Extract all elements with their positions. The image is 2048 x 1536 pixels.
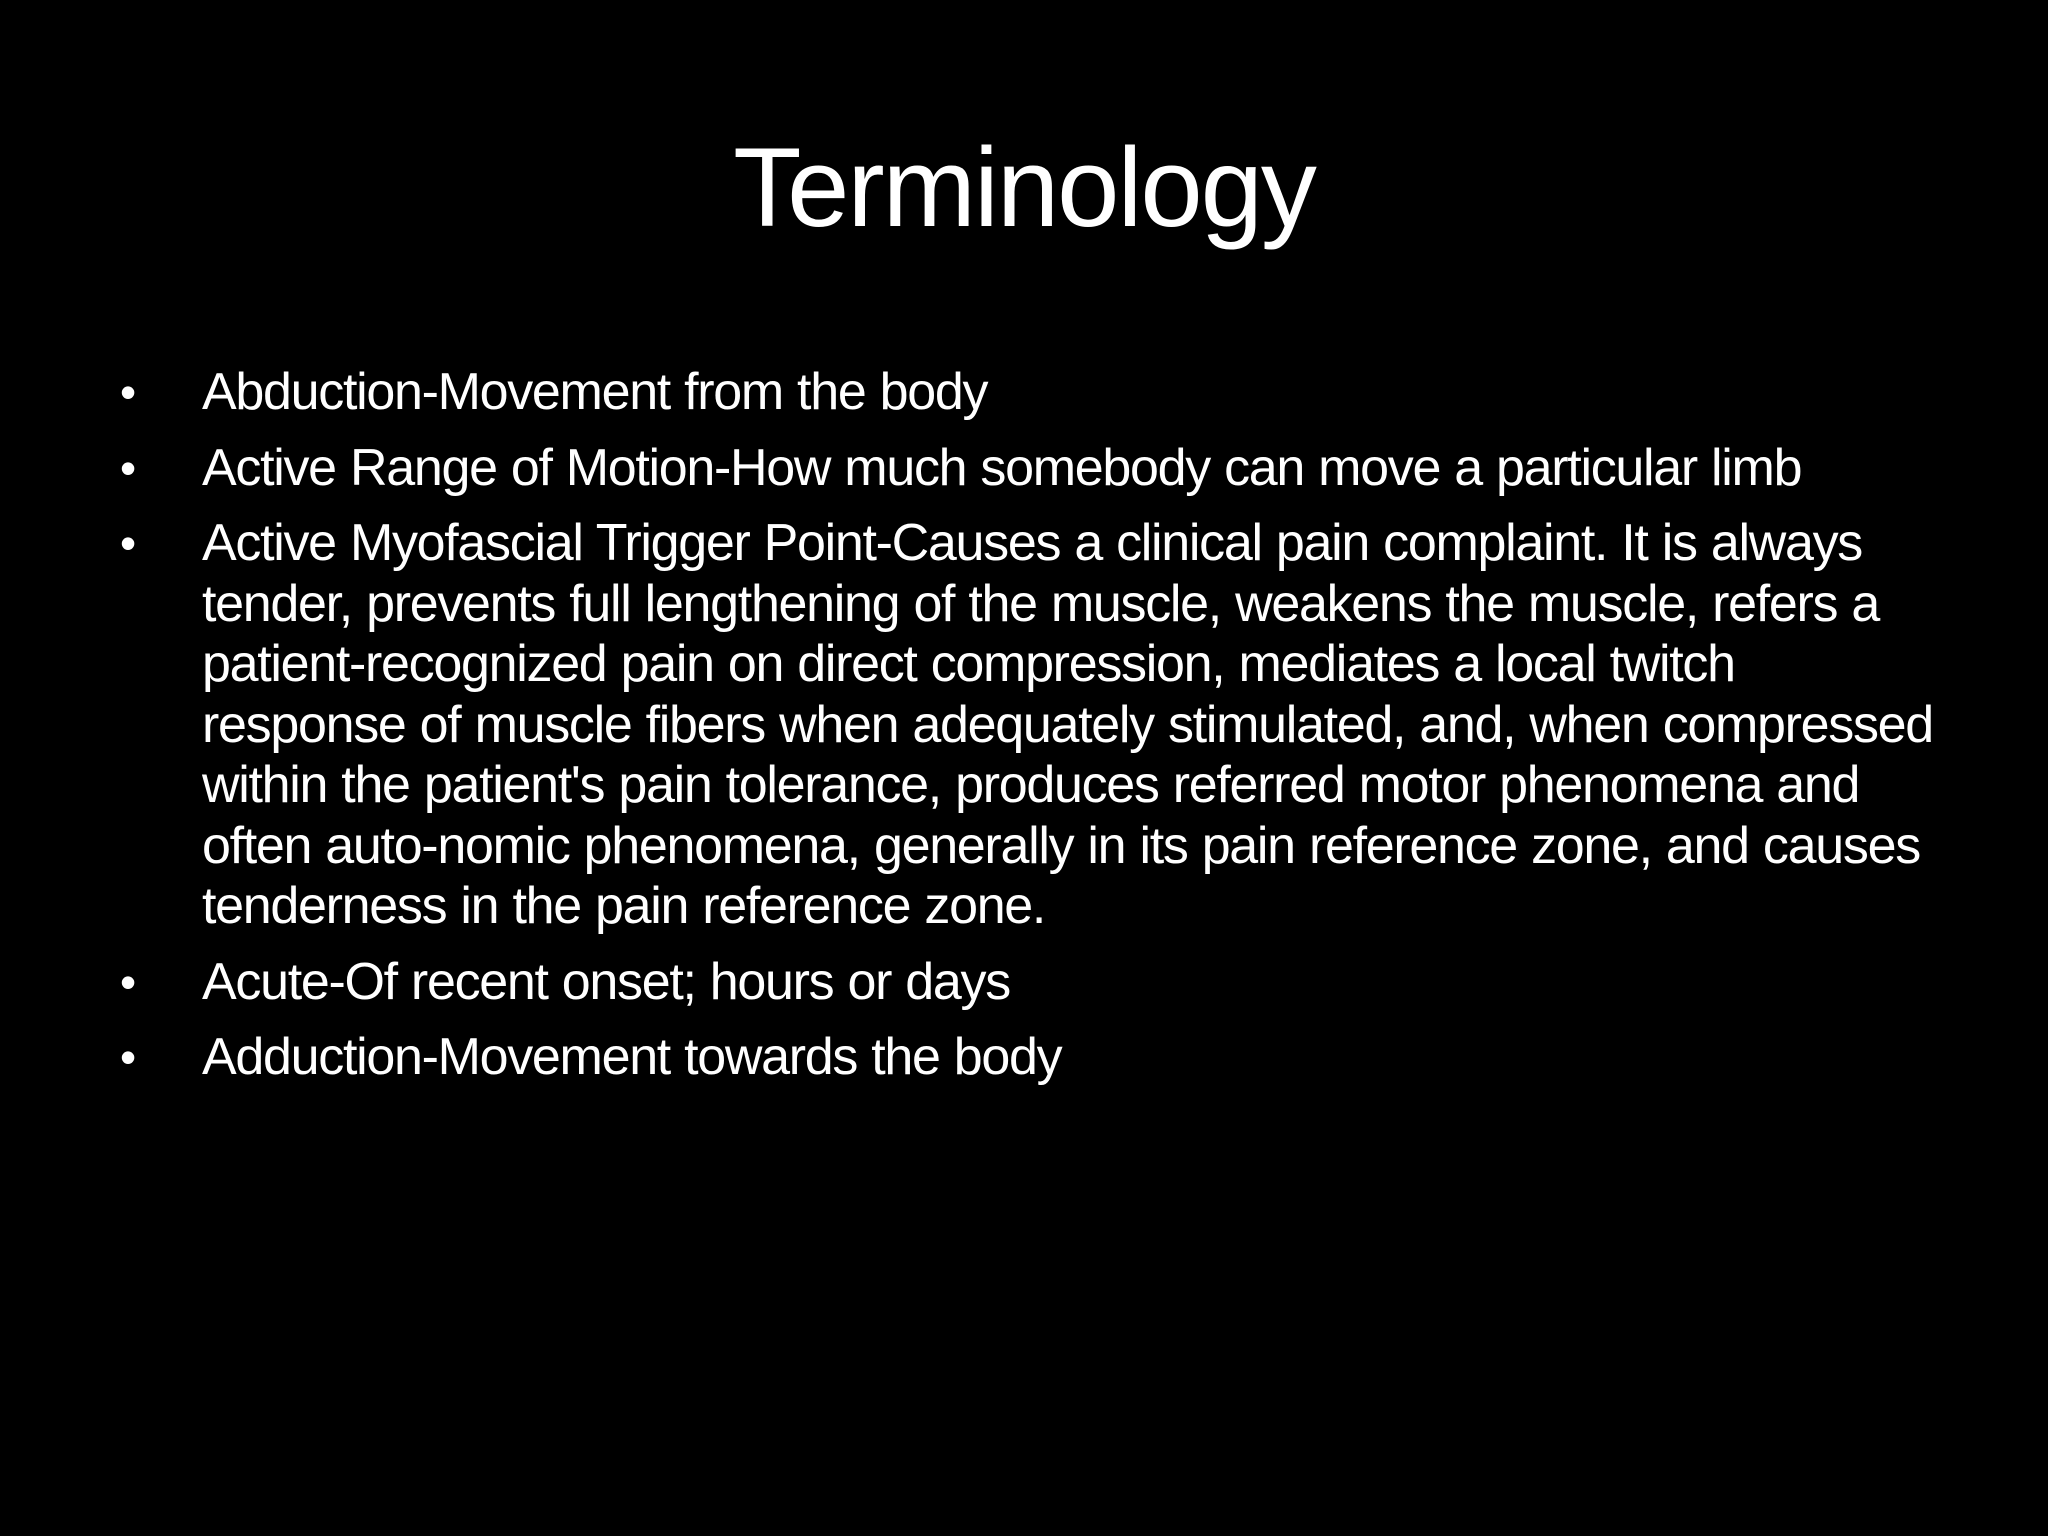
bullet-icon: •	[120, 517, 135, 569]
bullet-text: Adduction-Movement towards the body	[202, 1028, 1062, 1086]
bullet-item	[120, 1027, 1950, 1088]
bullet-item	[120, 438, 1822, 499]
bullet-icon: •	[120, 1031, 135, 1083]
bullet-icon: •	[120, 441, 135, 494]
bullet-list	[120, 362, 1950, 1103]
bullet-text: Active Myofascial Trigger Point-Causes a clinical pain complaint. It is always tender, prevents full lengthening of the muscle, weakens the muscle, refers a patient-recognized pain on direct compression, mediates a local twitch response of muscle fibers when adequately stimulated, and, when compressed within the patient's pain tolerance, produces referred motor phenomena and often auto-nomic phenomena, generally in its pain reference zone, and causes tenderness in the pain reference zone.	[202, 514, 1933, 935]
slide-title: Terminology	[733, 125, 1315, 250]
bullet-text: Acute-Of recent onset; hours or days	[202, 952, 1010, 1011]
bullet-text: Abduction-Movement from the body	[202, 363, 988, 421]
bullet-item	[120, 362, 1950, 423]
bullet-item	[120, 513, 1950, 937]
bullet-text: Active Range of Motion-How much somebody can move a particular limb	[202, 438, 1802, 497]
bullet-item	[120, 952, 1950, 1013]
bullet-icon: •	[120, 366, 135, 418]
bullet-icon: •	[120, 955, 135, 1008]
